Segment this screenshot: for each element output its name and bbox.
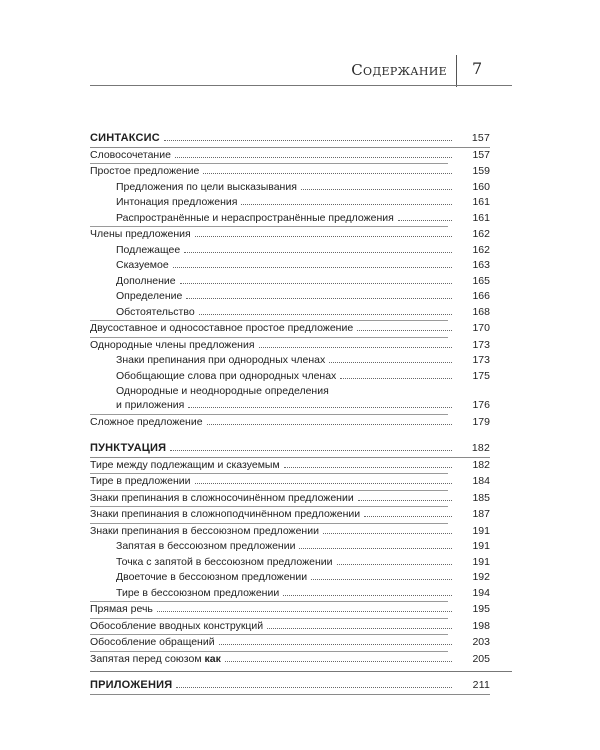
toc-subentry[interactable]	[90, 258, 490, 274]
toc-entry-label	[90, 652, 221, 668]
toc-entry-label: Тире в бессоюзном предложении	[116, 586, 280, 599]
toc-page-number: 194	[472, 586, 490, 599]
dot-leader	[157, 611, 452, 612]
toc-entry-label: Знаки препинания при однородных членах	[116, 354, 326, 366]
toc-entry-label: Двусоставное и односоставное простое предложение	[90, 322, 354, 334]
section-gap	[90, 430, 490, 441]
toc-page-number: 173	[472, 338, 490, 351]
toc-subentry[interactable]	[90, 570, 490, 586]
table-of-contents	[90, 131, 490, 695]
header-rule	[90, 85, 512, 86]
toc-entry-label: Однородные и неоднородные определения	[116, 385, 329, 397]
running-header	[0, 55, 600, 85]
dot-leader	[225, 661, 452, 662]
toc-entry-label: Обособление обращений	[90, 636, 215, 648]
footer-rule	[90, 671, 512, 672]
toc-page-number: 162	[472, 228, 490, 240]
toc-entry-label: Обстоятельство	[116, 305, 195, 318]
toc-subentry[interactable]	[90, 289, 490, 305]
dot-leader	[164, 140, 452, 141]
header-separator	[456, 55, 457, 87]
dot-leader	[219, 644, 452, 645]
toc-entry[interactable]	[90, 507, 490, 523]
dot-leader	[180, 283, 452, 284]
toc-entry-label: Тире между подлежащим и сказуемым	[90, 458, 280, 471]
toc-entry-label: Знаки препинания в сложноподчинённом предложении	[90, 508, 361, 520]
dot-leader	[184, 252, 452, 253]
dot-leader	[311, 579, 452, 580]
toc-entry-label: Однородные члены предложения	[90, 338, 255, 351]
toc-entry-label: Сложное предложение	[90, 415, 203, 428]
toc-page-number: 195	[472, 603, 490, 615]
toc-page-number: 187	[472, 508, 490, 520]
toc-entry[interactable]	[90, 635, 490, 651]
toc-entry-label: Обособление вводных конструкций	[90, 619, 264, 632]
toc-page-number: 168	[472, 305, 490, 318]
dot-leader	[175, 157, 452, 158]
toc-entry-label: Сказуемое	[116, 259, 169, 271]
toc-entry-label: Дополнение	[116, 274, 176, 287]
toc-entry-label: Словосочетание	[90, 148, 171, 161]
toc-section-label: СИНТАКСИС	[90, 132, 160, 144]
toc-subentry[interactable]	[90, 180, 490, 196]
dot-leader	[259, 347, 452, 348]
toc-subentry[interactable]	[90, 555, 490, 571]
dot-leader	[301, 189, 452, 190]
toc-entry[interactable]	[90, 338, 490, 354]
running-header-title: Содержание	[351, 61, 447, 79]
toc-entry-keyword: как	[204, 652, 221, 665]
toc-page-number: 175	[472, 369, 490, 382]
toc-page-number: 211	[472, 679, 490, 691]
toc-section-punctuation[interactable]	[90, 441, 490, 457]
dot-leader	[329, 362, 452, 363]
toc-page-number: 170	[472, 322, 490, 334]
toc-entry-label: Члены предложения	[90, 228, 191, 240]
toc-subentry[interactable]	[90, 243, 490, 259]
toc-section-appendix[interactable]	[90, 678, 490, 694]
toc-page-number: 191	[472, 540, 490, 552]
dot-leader	[176, 687, 452, 688]
toc-entry-label: Распространённые и нераспространённые предложения	[116, 211, 394, 224]
toc-page-number: 192	[472, 571, 490, 583]
toc-entry-label: Определение	[116, 290, 183, 302]
toc-section-label: ПУНКТУАЦИЯ	[90, 442, 167, 454]
toc-page-number: 160	[472, 180, 490, 193]
dot-leader	[195, 236, 452, 237]
toc-entry-label: и приложения	[116, 399, 185, 411]
toc-subentry[interactable]	[90, 274, 490, 290]
toc-entry[interactable]	[90, 148, 490, 164]
dot-leader	[337, 564, 452, 565]
toc-entry-label: Знаки препинания в сложносочинённом предложении	[90, 491, 354, 504]
toc-page-number: 191	[472, 524, 490, 537]
toc-entry[interactable]	[90, 458, 490, 474]
toc-page-number: 157	[472, 148, 490, 161]
toc-entry[interactable]	[90, 491, 490, 507]
dot-leader	[170, 450, 452, 451]
toc-entry-label: Подлежащее	[116, 243, 181, 256]
dot-leader	[323, 533, 452, 534]
dot-leader	[283, 595, 452, 596]
toc-page-number: 159	[472, 165, 490, 177]
toc-entry-label: Запятая в бессоюзном предложении	[116, 540, 296, 552]
toc-entry-label-text: Запятая перед союзом	[90, 652, 205, 665]
toc-subentry[interactable]	[90, 398, 490, 414]
toc-subentry[interactable]	[90, 539, 490, 555]
toc-entry[interactable]	[90, 415, 490, 431]
dot-leader	[186, 298, 452, 299]
toc-page-number: 163	[472, 259, 490, 271]
toc-entry[interactable]	[90, 227, 490, 243]
dot-leader	[173, 267, 452, 268]
toc-entry-label: Интонация предложения	[116, 196, 238, 208]
toc-entry-label: Двоеточие в бессоюзном предложении	[116, 571, 308, 583]
toc-page-number: 176	[472, 399, 490, 411]
toc-page-number: 198	[472, 619, 490, 632]
toc-page-number: 182	[472, 458, 490, 471]
toc-subentry[interactable]	[90, 369, 490, 385]
dot-leader	[398, 220, 452, 221]
toc-subentry[interactable]	[90, 305, 490, 321]
toc-page-number: 173	[472, 354, 490, 366]
toc-subentry[interactable]	[90, 586, 490, 602]
dot-leader	[340, 378, 452, 379]
dot-leader	[358, 500, 452, 501]
toc-page-number: 162	[472, 243, 490, 256]
toc-entry-label: Знаки препинания в бессоюзном предложении	[90, 524, 319, 537]
toc-entry-label: Прямая речь	[90, 603, 153, 615]
toc-page-number: 166	[472, 290, 490, 302]
toc-page-number: 191	[472, 555, 490, 568]
dot-leader	[195, 483, 452, 484]
toc-entry-label: Точка с запятой в бессоюзном предложении	[116, 555, 333, 568]
toc-page-number: 185	[472, 491, 490, 504]
dot-leader	[299, 548, 452, 549]
section-rule	[90, 694, 490, 695]
toc-subentry-continued[interactable]	[90, 384, 490, 398]
dot-leader	[284, 467, 452, 468]
toc-page-number: 165	[472, 274, 490, 287]
toc-page-number: 161	[472, 211, 490, 224]
dot-leader	[188, 407, 452, 408]
toc-section-label: ПРИЛОЖЕНИЯ	[90, 679, 173, 691]
toc-page-number: 182	[471, 442, 490, 454]
toc-page-number: 179	[472, 415, 490, 428]
toc-page-number: 203	[472, 636, 490, 648]
dot-leader	[364, 516, 452, 517]
toc-subentry[interactable]	[90, 195, 490, 211]
toc-entry-label: Обобщающие слова при однородных членах	[116, 369, 337, 382]
toc-subentry[interactable]	[90, 211, 490, 227]
toc-subentry[interactable]	[90, 353, 490, 369]
toc-page-number: 161	[472, 196, 490, 208]
toc-entry[interactable]	[90, 602, 490, 618]
toc-entry[interactable]	[90, 321, 490, 337]
toc-entry[interactable]	[90, 524, 490, 540]
dot-leader	[241, 204, 452, 205]
dot-leader	[267, 628, 452, 629]
toc-entry[interactable]	[90, 164, 490, 180]
dot-leader	[203, 173, 452, 174]
toc-entry-label: Предложения по цели высказывания	[116, 180, 297, 193]
toc-entry[interactable]	[90, 619, 490, 635]
toc-page-number: 157	[471, 132, 490, 144]
toc-entry[interactable]	[90, 652, 490, 668]
dot-leader	[207, 424, 452, 425]
dot-leader	[199, 314, 452, 315]
toc-entry-label: Простое предложение	[90, 165, 200, 177]
page-number: 7	[472, 59, 483, 78]
dot-leader	[357, 330, 452, 331]
toc-page-number: 184	[472, 475, 490, 487]
toc-section-syntax[interactable]	[90, 131, 490, 147]
toc-entry-label: Тире в предложении	[90, 475, 191, 487]
toc-page-number: 205	[472, 652, 490, 665]
section-gap	[90, 667, 490, 678]
toc-entry[interactable]	[90, 474, 490, 490]
